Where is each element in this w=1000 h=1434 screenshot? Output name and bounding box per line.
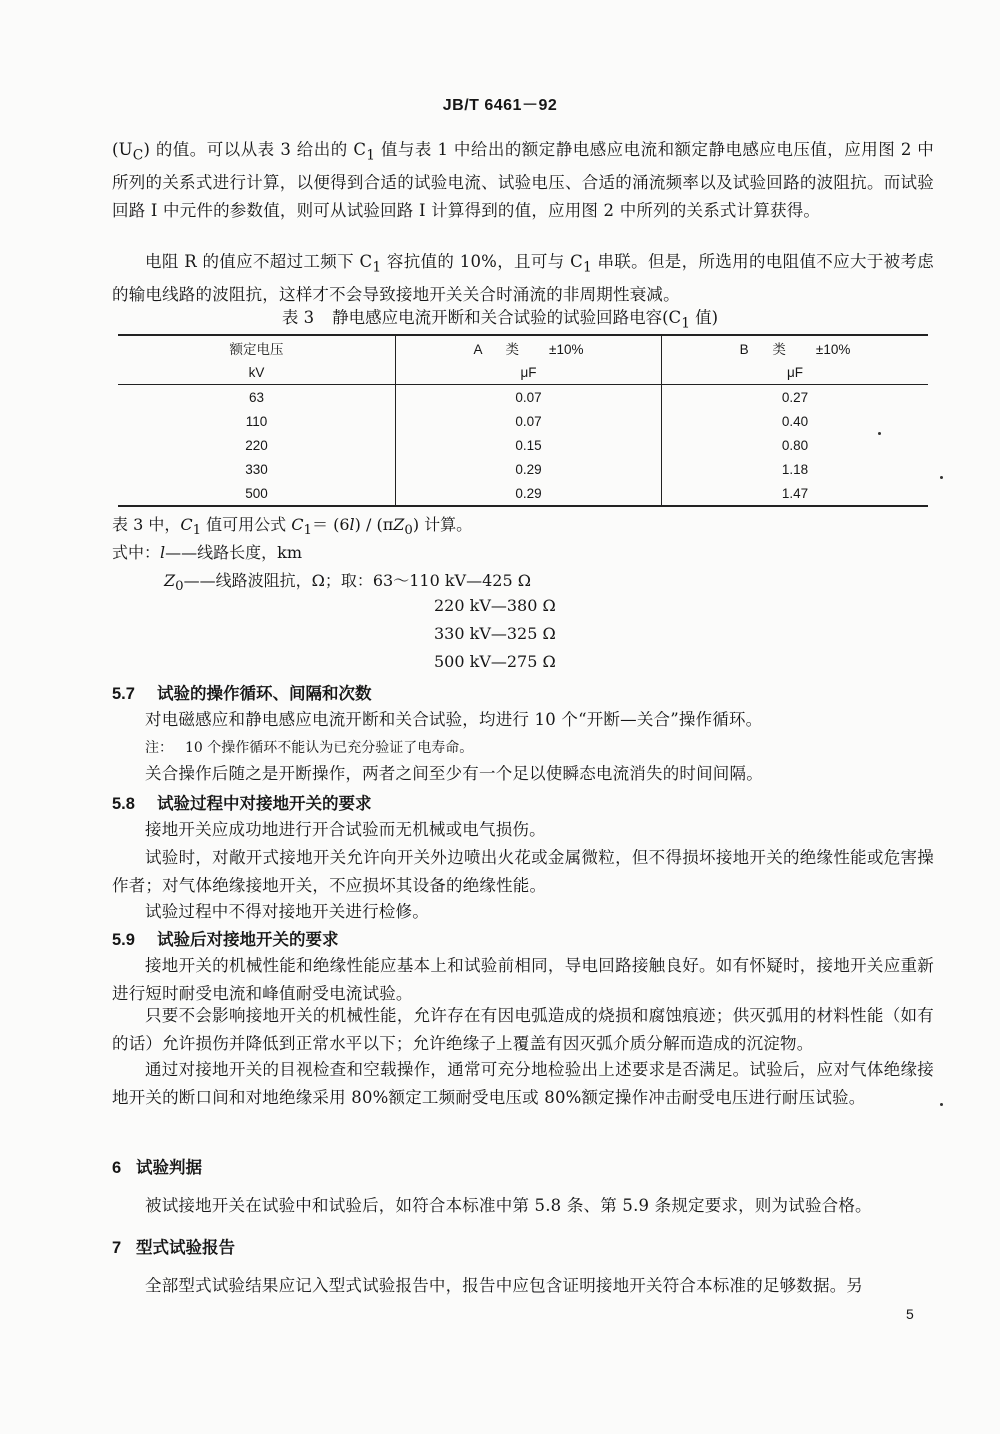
formula-c1: 表 3 中，$C_1$ 值可用公式 $C_1= (6l) / (\pi Z_0)$ 计算。 <box>112 515 473 539</box>
formula-z0-330: 330 kV—325 Ω <box>434 624 556 643</box>
section-5-8-heading: 5.8 试验过程中对接地开关的要求 <box>112 794 372 813</box>
paragraph-5-9-2: 只要不会影响接地开关的机械性能，允许存在有因电弧造成的烧损和腐蚀痕迹；供灭弧用的材料性能（如有的话）允许损伤并降低到正常水平以下；允许绝缘子上覆盖有因灭弧介质分解而造成的沉淀物。 <box>112 1006 934 1053</box>
table-title: 静电感应电流开断和关合试验的试验回路电容($C_1$ 值) <box>332 308 719 332</box>
paragraph-5-8-3: 试验过程中不得对接地开关进行检修。 <box>145 902 429 921</box>
scan-speck <box>940 476 943 479</box>
table-row: 220 0.15 0.80 <box>118 433 928 457</box>
capacitance-table <box>118 334 928 507</box>
table-row: 500 0.29 1.47 <box>118 481 928 506</box>
formula-z0-500: 500 kV—275 Ω <box>434 652 556 671</box>
unit-uf-a: μF <box>396 360 662 385</box>
section-5-7-heading: 5.7 试验的操作循环、间隔和次数 <box>112 684 372 703</box>
paragraph-5-7-interval: 关合操作后随之是开断操作，两者之间至少有一个足以使瞬态电流消失的时间间隔。 <box>145 764 763 783</box>
section-5-9-heading: 5.9 试验后对接地开关的要求 <box>112 930 339 949</box>
table-caption <box>0 304 1000 331</box>
page-number: 5 <box>906 1306 914 1322</box>
table-unit-row <box>118 360 928 385</box>
paragraph-5-9-1: 接地开关的机械性能和绝缘性能应基本上和试验前相同，导电回路接触良好。如有怀疑时，接地开关应重新进行短时耐受电流和峰值耐受电流试验。 <box>112 956 934 1003</box>
table-row: 110 0.07 0.40 <box>118 409 928 433</box>
paragraph-resistor-r: 电阻 R 的值应不超过工频下 $C_1$ 容抗值的 10%，且可与 $C_1$ 串联。但是，所选用的电阻值不应大于被考虑的输电线路的波阻抗，这样才不会导致接地开关关合时涌流的非周期性衰减。 <box>112 252 934 305</box>
table-number: 表 3 <box>281 308 315 327</box>
formula-where-l: 式中：l——线路长度，km <box>112 543 303 562</box>
paragraph-5-7-cycles: 对电磁感应和静电感应电流开断和关合试验，均进行 10 个“开断—关合”操作循环。 <box>145 710 763 729</box>
unit-kv: kV <box>118 360 396 385</box>
section-6-heading: 6 试验判据 <box>112 1158 202 1177</box>
paragraph-test-circuit-calc: $(U_C)$ 的值。可以从表 3 给出的 $C_1$ 值与表 1 中给出的额定静电感应电流和额定静电感应电压值，应用图 2 中所列的关系式进行计算，以便得到合适的试验电流、试验电压、合适的涌流频率以及试验回路的波阻抗。而试验回路 I 中元件的参数值，则可从试验回路 I 计算得到的值，应用图 2 中所列的关系式计算获得。 <box>112 140 934 221</box>
table-row: 63 0.07 0.27 <box>118 385 928 410</box>
header-rated-voltage: 额定电压 <box>118 335 396 360</box>
paragraph-5-8-1: 接地开关应成功地进行开合试验而无机械或电气损伤。 <box>145 820 546 839</box>
table-header-row <box>118 335 928 360</box>
paragraph-5-8-2: 试验时，对敞开式接地开关允许向开关外边喷出火花或金属微粒，但不得损坏接地开关的绝缘性能或危害操作者；对气体绝缘接地开关，不应损坏其设备的绝缘性能。 <box>112 848 934 895</box>
header-class-b: B 类 ±10% <box>662 335 929 360</box>
paragraph-7: 全部型式试验结果应记入型式试验报告中，报告中应包含证明接地开关符合本标准的足够数据。另 <box>145 1276 864 1295</box>
table-row: 330 0.29 1.18 <box>118 457 928 481</box>
section-7-heading: 7 型式试验报告 <box>112 1238 235 1257</box>
scan-speck <box>878 432 881 435</box>
formula-where-z0: $Z_0——$线路波阻抗，Ω；取：63～110 kV—425 Ω <box>164 571 532 595</box>
scan-speck <box>940 1103 943 1106</box>
paragraph-5-9-3: 通过对接地开关的目视检查和空载操作，通常可充分地检验出上述要求是否满足。试验后，应对气体绝缘接地开关的断口间和对地绝缘采用 80%额定工频耐受电压或 80%额定操作冲击耐受电压进行耐压试验。 <box>112 1060 934 1107</box>
standard-code-header: JB/T 6461－92 <box>442 97 558 114</box>
unit-uf-b: μF <box>662 360 929 385</box>
paragraph-6: 被试接地开关在试验中和试验后，如符合本标准中第 5.8 条、第 5.9 条规定要求，则为试验合格。 <box>145 1196 872 1215</box>
note-5-7: 注： 10 个操作循环不能认为已充分验证了电寿命。 <box>145 740 474 756</box>
header-class-a: A 类 ±10% <box>396 335 662 360</box>
formula-z0-220: 220 kV—380 Ω <box>434 596 556 615</box>
